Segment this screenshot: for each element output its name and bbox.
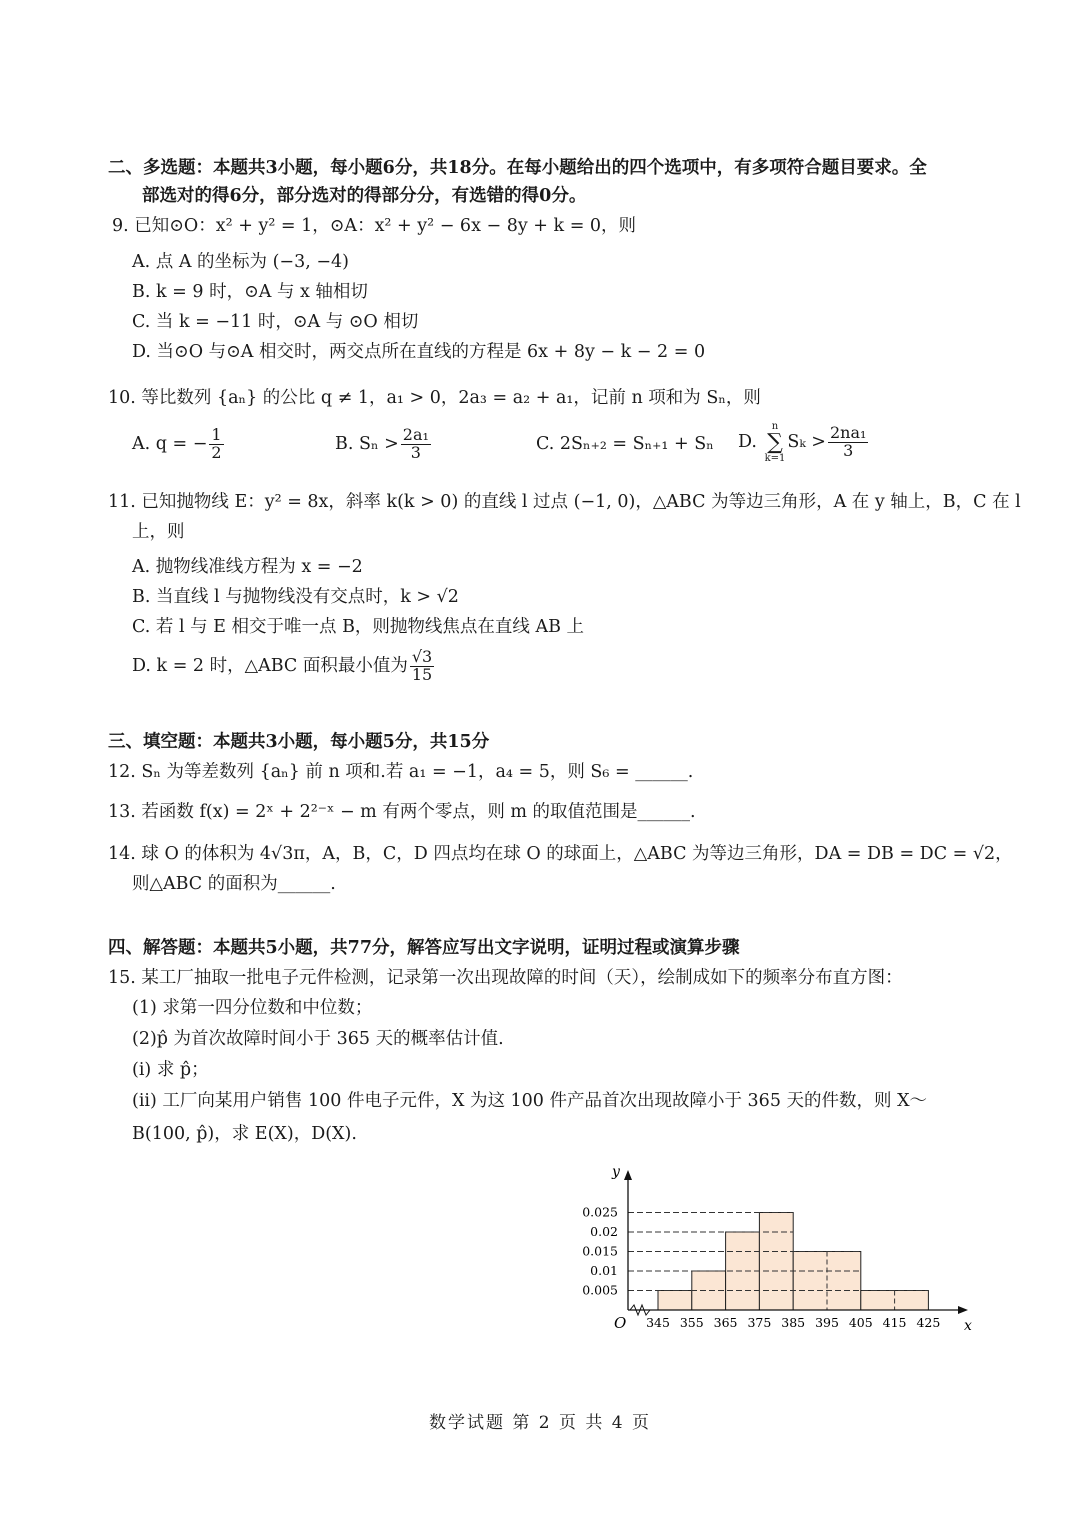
q15-part2-i: (i) 求 p̂； — [132, 1060, 209, 1080]
q11-option-b: B. 当直线 l 与抛物线没有交点时，k > √2 — [132, 587, 459, 607]
q10-option-d-fraction — [828, 425, 868, 460]
q14-line1: 14. 球 O 的体积为 4√3π，A，B，C，D 四点均在球 O 的球面上，△ABC 为等边三角形，DA = DB = DC = √2， — [108, 844, 1013, 864]
q10-option-d — [738, 420, 870, 464]
q15-part2-ii-line1: (ii) 工厂向某用户销售 100 件电子元件，X 为这 100 件产品首次出现故障小于 365 天的件数，则 X～ — [132, 1091, 928, 1111]
frequency-histogram — [570, 1158, 990, 1338]
q10-option-a-den: 2 — [211, 443, 222, 462]
x-tick-label: 385 — [781, 1315, 806, 1330]
y-tick-label: 0.005 — [582, 1282, 618, 1298]
q9-option-b: B. k = 9 时，⊙A 与 x 轴相切 — [132, 282, 368, 302]
q10-option-c: C. 2Sₙ₊₂ = Sₙ₊₁ + Sₙ — [536, 434, 714, 454]
q10-option-d-mid: Sₖ > — [787, 432, 826, 452]
q11-option-d-prefix: D. k = 2 时，△ABC 面积最小值为 — [132, 656, 408, 676]
q10-option-b-den: 3 — [410, 443, 421, 462]
x-tick-label: 415 — [882, 1315, 907, 1330]
y-axis-arrow — [624, 1170, 632, 1180]
q10-option-b-fraction — [401, 427, 431, 462]
x-tick-label: 345 — [646, 1315, 670, 1330]
q15-part2-ii-line2: B(100, p̂)，求 E(X)，D(X). — [132, 1124, 357, 1144]
y-tick-label: 0.01 — [590, 1263, 618, 1278]
q15-stem: 15. 某工厂抽取一批电子元件检测，记录第一次出现故障的时间（天），绘制成如下的频率分布直方图： — [108, 968, 903, 988]
q15-part1: (1) 求第一四分位数和中位数； — [132, 998, 373, 1018]
x-tick-label: 355 — [679, 1315, 704, 1330]
q10-option-b-prefix: B. Sₙ > — [335, 434, 399, 454]
section2-heading-line1: 二、多选题：本题共3小题，每小题6分，共18分。在每小题给出的四个选项中，有多项符合题目要求。全 — [108, 158, 927, 178]
q11-option-a: A. 抛物线准线方程为 x = −2 — [132, 557, 363, 577]
y-axis-label: y — [612, 1164, 620, 1180]
q10-option-a-num: 1 — [211, 425, 222, 445]
q14-line2: 则△ABC 的面积为______. — [132, 874, 336, 894]
origin-label: O — [614, 1314, 627, 1332]
page-footer: 数学试题 第 2 页 共 4 页 — [428, 1413, 652, 1433]
q13-text: 13. 若函数 f(x) = 2ˣ + 2²⁻ˣ − m 有两个零点，则 m 的取值范围是______. — [108, 802, 696, 822]
q10-option-a — [132, 424, 226, 464]
x-axis-arrow — [958, 1306, 968, 1314]
y-tick-label: 0.015 — [582, 1243, 618, 1259]
y-tick-label: 0.025 — [582, 1204, 618, 1220]
q9-option-a: A. 点 A 的坐标为 (−3, −4) — [132, 252, 349, 272]
q10-option-b-num: 2a₁ — [402, 425, 429, 445]
q10-option-d-den: 3 — [843, 441, 854, 460]
q11-option-d — [132, 644, 436, 688]
x-axis-label: x — [964, 1318, 972, 1334]
q10-option-b — [335, 424, 433, 464]
q10-option-d-summation — [765, 422, 786, 464]
q10-option-a-fraction — [209, 427, 223, 462]
q15-part2: (2)p̂ 为首次故障时间小于 365 天的概率估计值. — [132, 1029, 504, 1049]
histogram-bar — [759, 1213, 793, 1311]
x-tick-label: 375 — [747, 1315, 772, 1330]
section4-heading: 四、解答题：本题共5小题，共77分，解答应写出文字说明，证明过程或演算步骤 — [108, 938, 740, 958]
q9-option-c: C. 当 k = −11 时，⊙A 与 ⊙O 相切 — [132, 312, 419, 332]
x-tick-label: 395 — [815, 1315, 839, 1330]
q9-option-d: D. 当⊙O 与⊙A 相交时，两交点所在直线的方程是 6x + 8y − k − 2 = 0 — [132, 342, 706, 362]
q11-option-c: C. 若 l 与 E 相交于唯一点 B，则抛物线焦点在直线 AB 上 — [132, 617, 585, 637]
q11-option-d-den: 15 — [411, 665, 433, 684]
q10-option-a-prefix: A. q = − — [132, 434, 208, 454]
section2-heading-line2: 部选对的得6分，部分选对的得部分分，有选错的得0分。 — [142, 186, 587, 206]
q10-stem: 10. 等比数列 {aₙ} 的公比 q ≠ 1，a₁ > 0，2a₃ = a₂ + a₁，记前 n 项和为 Sₙ，则 — [108, 388, 761, 408]
q10-sum-sigma: ∑ — [767, 429, 783, 455]
q11-stem-line2: 上，则 — [132, 522, 185, 542]
q9-stem: 9. 已知⊙O：x² + y² = 1，⊙A：x² + y² − 6x − 8y + k = 0，则 — [112, 216, 637, 236]
q11-stem-line1: 11. 已知抛物线 E：y² = 8x，斜率 k(k > 0) 的直线 l 过点 (−1, 0)，△ABC 为等边三角形，A 在 y 轴上，B，C 在 l — [108, 492, 1021, 512]
q10-sum-lower: k=1 — [764, 452, 786, 464]
q11-option-d-fraction — [410, 649, 434, 684]
histogram-bar — [658, 1291, 692, 1311]
x-tick-label: 365 — [713, 1315, 738, 1330]
x-tick-label: 425 — [916, 1315, 941, 1330]
q10-sum-upper: n — [771, 420, 779, 432]
section3-heading: 三、填空题：本题共3小题，每小题5分，共15分 — [108, 732, 490, 752]
y-tick-label: 0.02 — [590, 1224, 618, 1239]
x-tick-label: 405 — [848, 1315, 873, 1330]
q12-text: 12. Sₙ 为等差数列 {aₙ} 前 n 项和.若 a₁ = −1，a₄ = 5，则 S₆ = ______. — [108, 762, 694, 782]
q10-option-d-num: 2na₁ — [829, 423, 867, 443]
q11-option-d-num: √3 — [411, 647, 433, 667]
q10-option-d-prefix: D. — [738, 432, 757, 452]
